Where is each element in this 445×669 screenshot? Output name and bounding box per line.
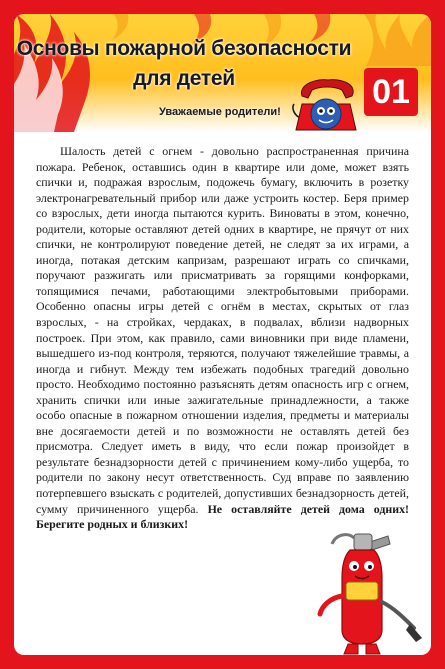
badge-number: 01 [364, 68, 418, 116]
subtitle: Уважаемые родители! [159, 106, 281, 118]
fire-extinguisher-icon [314, 526, 424, 655]
poster-frame [14, 14, 431, 655]
title-line-1: Основы пожарной безопасности [16, 37, 352, 60]
body-closing-bold: Не оставляйте детей дома одних! Берегите родных и близких! [36, 501, 409, 532]
telephone-icon [288, 74, 364, 132]
body-paragraph: Шалость детей с огнем - довольно распространенная причина пожара. Ребенок, оставшись один в квартире или доме, может взять спички и, подражая взрослым, подожечь бумагу, включить в розетку электронагревательный прибор или даже устроить костер. Беря пример со взрослых, дети иногда пытаются курить. Виноваты в этом, конечно, родители, которые оставляют детей одних в квартире, не прячут от них спички, не контролируют поведение детей, не следят за их играми, а иногда, потакая детским капризам, разрешают играть со спичками, поручают разжигать или присматривать за горящими конфорками, топящимися печами, работающими электробытовыми приборами. Особенно опасны игры детей с огнём в местах, скрытых от глаз взрослых, - на стройках, чердаках, в подвалах, вблизи надворных построек. При этом, как правило, сами виновники при виде пламени, вышедшего из-под контроля, теряются, получают тяжелейшие травмы, а иногда и гибнут. Между тем избежать подобных трагедий довольно просто. Необходимо постоянно разъяснять детям опасность игр с огнем, хранить спички или иные зажигательные принадлежности, а также особо опасные в пожарном отношении изделия, предметы и материалы вне досягаемости детей и по возможности не оставлять детей без присмотра. Следует иметь в виду, что если пожар произойдет в результате безнадзорности детей с причинением кому-либо ущерба, то родители по закону несут ответственность. Суд вправе по заявлению потерпевшего взыскать с родителей, допустивших безнадзорность детей, сумму причиненного ущерба. [36, 144, 409, 516]
title-line-2: для детей [133, 67, 235, 90]
poster-header [14, 14, 431, 132]
body-text [36, 144, 409, 533]
